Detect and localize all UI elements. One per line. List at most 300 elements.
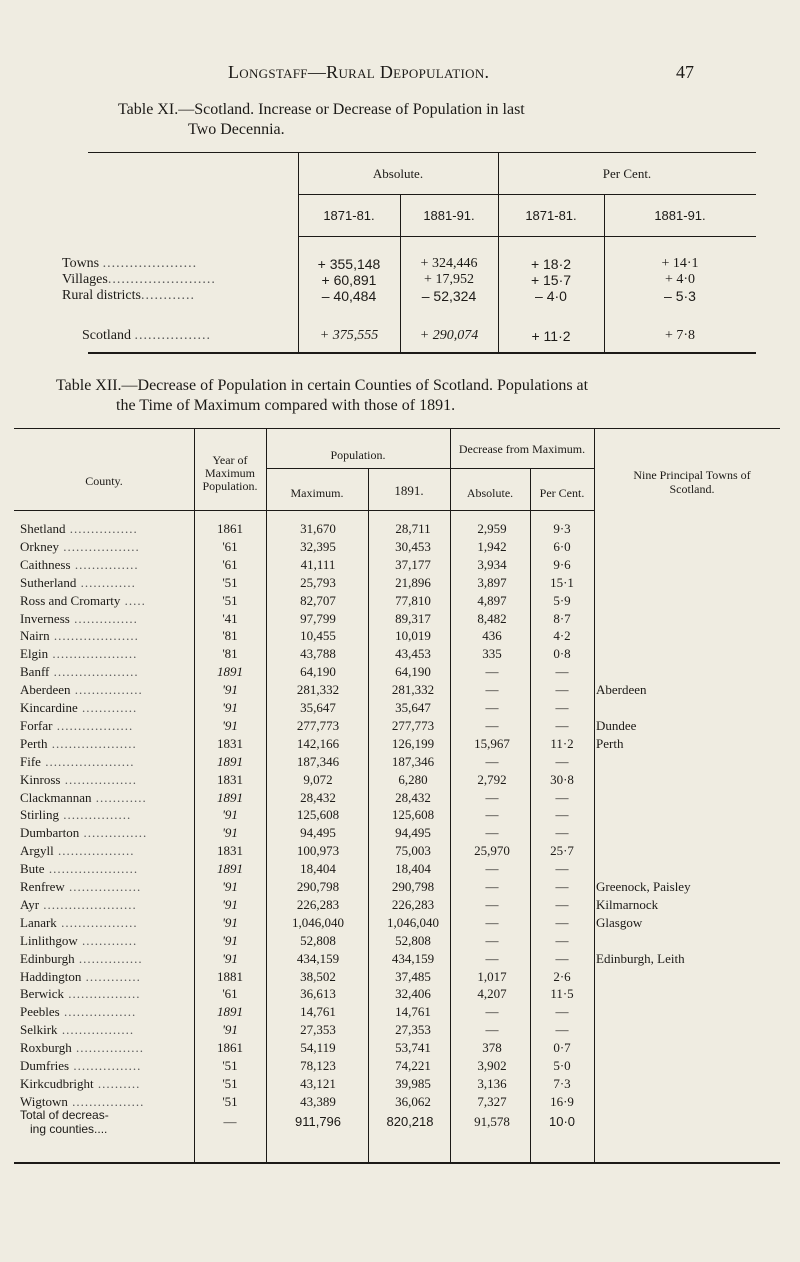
year-of-maximum: 1891 <box>217 753 243 769</box>
maximum-population: 9,072 <box>303 771 333 787</box>
county-name <box>20 826 188 840</box>
population-1891: 37,177 <box>395 556 431 572</box>
cell-rural-pct-2: – 5·3 <box>664 288 696 304</box>
table-row <box>14 594 780 608</box>
per-cent-decrease: 11·2 <box>550 735 574 751</box>
table-xi-subheader-rule <box>298 194 756 195</box>
table-row <box>14 880 780 894</box>
per-cent-decrease: 5·9 <box>553 592 571 608</box>
absolute-decrease: — <box>485 753 499 769</box>
leader-dots: .................. <box>56 915 138 930</box>
maximum-population: 64,190 <box>300 664 336 680</box>
county-name <box>20 1041 188 1055</box>
county-name <box>20 629 188 643</box>
cell-scotland-abs-2: + 290,074 <box>419 328 479 343</box>
principal-towns: Greenock, Paisley <box>596 879 691 894</box>
leader-dots: .................. <box>52 718 134 733</box>
year-of-maximum: 1831 <box>217 771 243 787</box>
leader-dots: .................. <box>59 539 140 554</box>
county-name <box>20 808 188 822</box>
leader-dots: ..... <box>120 593 146 608</box>
per-cent-decrease: — <box>555 1022 569 1038</box>
maximum-population: 18,404 <box>300 861 336 877</box>
leader-dots: ...................... <box>39 897 137 912</box>
table-xi-caption-line-1: Table XI.—Scotland. Increase or Decrease of Population in last <box>118 101 525 118</box>
per-cent-decrease: — <box>555 879 569 894</box>
year-of-maximum: '91 <box>222 807 238 823</box>
county-name <box>20 880 188 894</box>
population-1891: 64,190 <box>395 664 431 680</box>
per-cent-decrease: 6·0 <box>553 538 571 554</box>
county-name <box>20 737 188 751</box>
county-label: Dumbarton <box>20 826 80 841</box>
table-row <box>14 576 780 590</box>
table-xii-caption-line-1: Table XII.—Decrease of Population in certain Counties of Scotland. Populations at <box>56 377 589 394</box>
absolute-decrease: — <box>485 932 499 948</box>
population-1891: 21,896 <box>395 574 431 590</box>
population-1891: 75,003 <box>395 843 431 859</box>
cell-scotland-pct-2: + 7·8 <box>664 328 696 343</box>
county-label: Elgin <box>20 647 49 662</box>
table-row <box>14 612 780 626</box>
county-name <box>20 844 188 858</box>
county-label: Linlithgow <box>20 933 78 948</box>
maximum-population: 52,808 <box>300 932 336 948</box>
population-1891: 27,353 <box>395 1022 431 1038</box>
header-absolute: Absolute. <box>466 486 514 500</box>
per-cent-decrease: 15·1 <box>550 574 574 590</box>
county-name <box>20 665 188 679</box>
principal-towns: Perth <box>596 735 624 751</box>
absolute-decrease: — <box>485 700 499 715</box>
year-of-maximum: 1891 <box>217 1004 243 1020</box>
leader-dots: ............... <box>79 826 148 841</box>
leader-dots: ................. <box>67 1094 145 1109</box>
year-of-maximum: '51 <box>222 574 238 590</box>
table-row <box>14 1005 780 1019</box>
county-label: Perth <box>20 736 48 751</box>
county-label: Wigtown <box>20 1094 68 1109</box>
maximum-population: 41,111 <box>300 556 336 572</box>
maximum-population: 97,799 <box>300 610 336 626</box>
year-of-maximum: '51 <box>222 1075 238 1091</box>
leader-dots: ................ <box>70 683 143 698</box>
maximum-population: 10,455 <box>300 628 336 644</box>
population-1891: 35,647 <box>395 700 431 715</box>
per-cent-decrease: — <box>555 807 569 823</box>
absolute-decrease: 2,959 <box>477 521 507 536</box>
population-1891: 281,332 <box>391 682 435 698</box>
county-name <box>20 791 188 805</box>
leader-dots: ............. <box>77 933 138 948</box>
table-row <box>14 1023 780 1037</box>
county-label: Nairn <box>20 629 50 644</box>
county-name <box>20 683 188 697</box>
maximum-population: 14,761 <box>300 1004 336 1020</box>
absolute-decrease: — <box>485 1004 499 1020</box>
per-cent-decrease: 16·9 <box>550 1093 574 1109</box>
table-xi-header-rule <box>298 236 756 237</box>
county-name <box>20 719 188 733</box>
county-name <box>20 987 188 1001</box>
maximum-population: 54,119 <box>300 1040 336 1056</box>
absolute-decrease: 3,902 <box>477 1058 507 1073</box>
county-name <box>20 1095 188 1109</box>
absolute-decrease: — <box>485 861 499 877</box>
population-1891: 434,159 <box>391 950 435 966</box>
per-cent-decrease: 9·6 <box>553 556 571 572</box>
population-1891: 10,019 <box>395 628 431 644</box>
per-cent-decrease: 0·8 <box>553 646 571 662</box>
county-name <box>20 1077 188 1091</box>
principal-towns: Kilmarnock <box>596 896 659 912</box>
leader-dots: .......... <box>93 1076 141 1091</box>
county-label: Selkirk <box>20 1023 58 1038</box>
table-row <box>14 808 780 822</box>
maximum-population: 187,346 <box>296 753 340 769</box>
absolute-decrease: 436 <box>482 628 502 644</box>
county-label: Kincardine <box>20 701 78 715</box>
year-of-maximum: '61 <box>222 538 238 554</box>
county-label: Berwick <box>20 987 65 1002</box>
table-xi-caption-line-2: Two Decennia. <box>188 121 285 138</box>
county-name <box>20 701 188 715</box>
year-of-maximum: '61 <box>222 986 238 1002</box>
maximum-population: 1,046,040 <box>292 914 344 930</box>
county-label: Inverness <box>20 611 70 626</box>
running-header <box>0 62 800 86</box>
maximum-population: 94,495 <box>300 825 336 841</box>
leader-dots: ................. <box>60 772 137 787</box>
table-row <box>14 862 780 876</box>
table-row <box>14 701 780 715</box>
per-cent-decrease: 7·3 <box>553 1075 571 1091</box>
cell-rural-abs-2: – 52,324 <box>421 288 477 304</box>
per-cent-decrease: — <box>555 896 569 912</box>
year-of-maximum: '91 <box>222 682 238 698</box>
absolute-decrease: — <box>485 896 499 912</box>
page-number: 47 <box>676 62 694 82</box>
population-1891: 126,199 <box>391 735 435 751</box>
county-name <box>20 612 188 626</box>
year-of-maximum: '91 <box>222 1022 238 1038</box>
maximum-population: 281,332 <box>296 682 340 698</box>
leader-dots: ................. <box>64 880 142 894</box>
table-xi-divider-1 <box>298 152 299 354</box>
maximum-population: 125,608 <box>296 807 340 823</box>
per-cent-decrease: 2·6 <box>553 968 571 984</box>
absolute-decrease: 8,482 <box>477 610 507 626</box>
county-name <box>20 1005 188 1019</box>
cell-villages-abs-1: + 60,891 <box>321 272 377 288</box>
population-1891: 43,453 <box>395 646 431 662</box>
table-xii-caption <box>56 376 776 416</box>
per-cent-decrease: — <box>555 700 569 715</box>
leader-dots: ................ <box>59 808 132 823</box>
per-cent-decrease: — <box>555 950 569 966</box>
maximum-population: 434,159 <box>296 950 340 966</box>
maximum-population: 43,788 <box>300 646 336 662</box>
maximum-population: 78,123 <box>300 1058 336 1073</box>
county-name <box>20 970 188 984</box>
absolute-decrease: — <box>485 914 499 930</box>
population-1891: 30,453 <box>395 538 431 554</box>
table-xi-bottom-rule <box>88 352 756 354</box>
county-name <box>20 558 188 572</box>
leader-dots: ..................... <box>40 754 135 769</box>
total-maximum: 911,796 <box>294 1114 342 1129</box>
year-of-maximum: '91 <box>222 700 238 715</box>
period-abs-1881: 1881-91. <box>423 208 475 223</box>
population-1891: 14,761 <box>395 1004 431 1020</box>
absolute-decrease: 7,327 <box>477 1093 507 1109</box>
year-of-maximum: '91 <box>222 932 238 948</box>
leader-dots: ..................... <box>44 862 139 877</box>
county-label: Edinburgh <box>20 951 75 966</box>
table-row <box>14 558 780 572</box>
total-absolute: 91,578 <box>474 1114 510 1129</box>
year-of-maximum: 1831 <box>217 735 243 751</box>
leader-dots: ................ <box>69 1059 142 1073</box>
table-row <box>14 629 780 643</box>
year-of-maximum: '81 <box>222 628 238 644</box>
table-row <box>14 647 780 661</box>
maximum-population: 28,432 <box>300 789 336 805</box>
population-1891: 53,741 <box>395 1040 431 1056</box>
leader-dots: .................... <box>48 647 138 662</box>
year-of-maximum: '51 <box>222 1058 238 1073</box>
county-label: Argyll <box>20 844 54 859</box>
county-name <box>20 755 188 769</box>
leader-dots: .................. <box>53 844 135 859</box>
row-scotland-label: Scotland ................. <box>82 328 211 343</box>
maximum-population: 38,502 <box>300 968 336 984</box>
year-of-maximum: '51 <box>222 1093 238 1109</box>
cell-rural-abs-1: – 40,484 <box>321 288 377 304</box>
per-cent-decrease: — <box>555 861 569 877</box>
header-rule <box>14 510 594 511</box>
county-name <box>20 934 188 948</box>
per-cent-decrease: — <box>555 717 569 733</box>
table-row <box>14 987 780 1001</box>
absolute-decrease: — <box>485 664 499 680</box>
maximum-population: 290,798 <box>296 879 340 894</box>
per-cent-decrease: — <box>555 1004 569 1020</box>
absolute-decrease: 378 <box>482 1040 502 1056</box>
leader-dots: ............... <box>74 951 143 966</box>
absolute-decrease: 25,970 <box>474 843 510 859</box>
county-label: Shetland <box>20 522 66 536</box>
county-name <box>20 1023 188 1037</box>
table-row <box>14 970 780 984</box>
table-row <box>14 665 780 679</box>
leader-dots: ................ <box>65 522 138 536</box>
population-1891: 52,808 <box>395 932 431 948</box>
per-cent-decrease: 25·7 <box>550 843 574 859</box>
county-label: Dumfries <box>20 1059 70 1073</box>
table-xi-top-rule <box>88 152 756 153</box>
year-of-maximum: '91 <box>222 717 238 733</box>
county-label: Banff <box>20 665 50 680</box>
table-xi-divider-2 <box>498 152 499 354</box>
year-of-maximum: '61 <box>222 556 238 572</box>
county-label: Peebles <box>20 1005 60 1020</box>
header-per-cent: Per Cent. <box>539 486 585 500</box>
principal-towns: Aberdeen <box>596 682 647 698</box>
table-xii-top-rule <box>14 428 780 429</box>
maximum-population: 277,773 <box>296 717 340 733</box>
absolute-decrease: — <box>485 789 499 805</box>
total-label-line-1: Total of decreas- <box>20 1108 109 1122</box>
table-xii-bottom-rule <box>14 1162 780 1164</box>
header-per-cent: Per Cent. <box>602 166 652 181</box>
table-row <box>14 898 780 912</box>
leader-dots: ................ <box>71 1041 145 1056</box>
table-row <box>14 540 780 554</box>
county-label: Haddington <box>20 969 82 984</box>
population-1891: 125,608 <box>391 807 435 823</box>
per-cent-decrease: — <box>555 825 569 841</box>
cell-towns-abs-1: + 355,148 <box>317 256 381 272</box>
subheader-rule <box>266 468 594 469</box>
county-name <box>20 773 188 787</box>
table-row <box>14 1041 780 1055</box>
leader-dots: .................... <box>47 736 137 751</box>
table-row <box>14 826 780 840</box>
per-cent-decrease: 11·5 <box>550 986 574 1002</box>
county-label: Ross and Cromarty <box>20 593 121 608</box>
absolute-decrease: 4,207 <box>477 986 507 1002</box>
per-cent-decrease: 0·7 <box>553 1040 571 1056</box>
principal-towns: Edinburgh, Leith <box>596 950 685 966</box>
absolute-decrease: — <box>485 1022 499 1038</box>
county-label: Forfar <box>20 718 53 733</box>
population-1891: 6,280 <box>398 771 428 787</box>
leader-dots: ............. <box>77 701 138 715</box>
cell-towns-abs-2: + 324,446 <box>420 256 478 271</box>
leader-dots: ............... <box>70 557 139 572</box>
table-xi-caption <box>118 100 718 140</box>
population-1891: 290,798 <box>391 879 435 894</box>
period-abs-1871: 1871-81. <box>323 208 375 223</box>
year-of-maximum: 1891 <box>217 861 243 877</box>
population-1891: 74,221 <box>395 1058 431 1073</box>
county-name <box>20 862 188 876</box>
per-cent-decrease: 4·2 <box>553 628 571 644</box>
population-1891: 28,711 <box>395 521 431 536</box>
absolute-decrease: 3,934 <box>477 556 507 572</box>
total-per-cent: 10·0 <box>548 1114 576 1129</box>
maximum-population: 36,613 <box>300 986 336 1002</box>
per-cent-decrease: 8·7 <box>553 610 571 626</box>
year-of-maximum: '81 <box>222 646 238 662</box>
county-label: Bute <box>20 862 45 877</box>
table-row <box>14 773 780 787</box>
running-title: Longstaff—Rural Depopulation. <box>228 62 490 82</box>
maximum-population: 43,389 <box>300 1093 336 1109</box>
header-maximum: Maximum. <box>290 486 344 500</box>
year-of-maximum: '91 <box>222 825 238 841</box>
header-1891: 1891. <box>394 483 424 498</box>
maximum-population: 31,670 <box>300 521 336 536</box>
year-of-maximum: '91 <box>222 914 238 930</box>
absolute-decrease: 2,792 <box>477 771 507 787</box>
population-1891: 39,985 <box>395 1075 431 1091</box>
county-label: Stirling <box>20 808 60 823</box>
population-1891: 37,485 <box>395 968 431 984</box>
population-1891: 36,062 <box>395 1093 431 1109</box>
period-pct-1881: 1881-91. <box>654 208 706 223</box>
population-1891: 94,495 <box>395 825 431 841</box>
maximum-population: 142,166 <box>296 735 340 751</box>
year-of-maximum: 1891 <box>217 789 243 805</box>
county-name <box>20 594 188 608</box>
absolute-decrease: — <box>485 879 499 894</box>
year-of-maximum: 1831 <box>217 843 243 859</box>
row-rural-label: Rural districts............ <box>62 288 195 303</box>
header-population: Population. <box>330 448 386 462</box>
per-cent-decrease: 9·3 <box>553 521 571 536</box>
table-row <box>14 844 780 858</box>
table-row <box>14 755 780 769</box>
leader-dots: .................... <box>49 665 139 680</box>
maximum-population: 100,973 <box>296 843 340 859</box>
per-cent-decrease: — <box>555 789 569 805</box>
absolute-decrease: — <box>485 950 499 966</box>
county-name <box>20 540 188 554</box>
leader-dots: ............... <box>69 611 138 626</box>
year-of-maximum: 1861 <box>217 1040 243 1056</box>
county-name <box>20 647 188 661</box>
year-of-maximum: '91 <box>222 879 238 894</box>
table-row <box>14 1077 780 1091</box>
year-of-maximum: 1881 <box>217 968 243 984</box>
table-xii <box>14 428 780 1166</box>
county-label: Aberdeen <box>20 683 71 698</box>
leader-dots: ................. <box>57 1023 135 1038</box>
absolute-decrease: 4,897 <box>477 592 507 608</box>
county-label: Roxburgh <box>20 1041 72 1056</box>
cell-villages-pct-1: + 15·7 <box>530 272 572 288</box>
table-row <box>14 683 780 697</box>
absolute-decrease: 15,967 <box>474 735 510 751</box>
principal-towns: Dundee <box>596 717 637 733</box>
cell-towns-pct-1: + 18·2 <box>530 256 572 272</box>
cell-rural-pct-1: – 4·0 <box>535 288 567 304</box>
table-row <box>14 1059 780 1073</box>
year-of-maximum: 1861 <box>217 521 243 536</box>
population-1891: 1,046,040 <box>387 914 439 930</box>
leader-dots: ............. <box>81 969 141 984</box>
maximum-population: 226,283 <box>296 896 340 912</box>
table-row <box>14 522 780 536</box>
table-xii-caption-line-2: the Time of Maximum compared with those of 1891. <box>116 397 456 414</box>
county-name <box>20 576 188 590</box>
county-label: Ayr <box>20 897 40 912</box>
absolute-decrease: — <box>485 717 499 733</box>
row-towns-label: Towns ..................... <box>62 256 198 271</box>
table-row <box>14 719 780 733</box>
absolute-decrease: 1,017 <box>477 968 507 984</box>
per-cent-decrease: — <box>555 914 569 930</box>
table-row <box>14 916 780 930</box>
total-label-line-2: ing counties.... <box>30 1122 108 1136</box>
county-name <box>20 522 188 536</box>
county-name <box>20 916 188 930</box>
table-row <box>14 952 780 966</box>
maximum-population: 32,395 <box>300 538 336 554</box>
county-label: Orkney <box>20 539 59 554</box>
